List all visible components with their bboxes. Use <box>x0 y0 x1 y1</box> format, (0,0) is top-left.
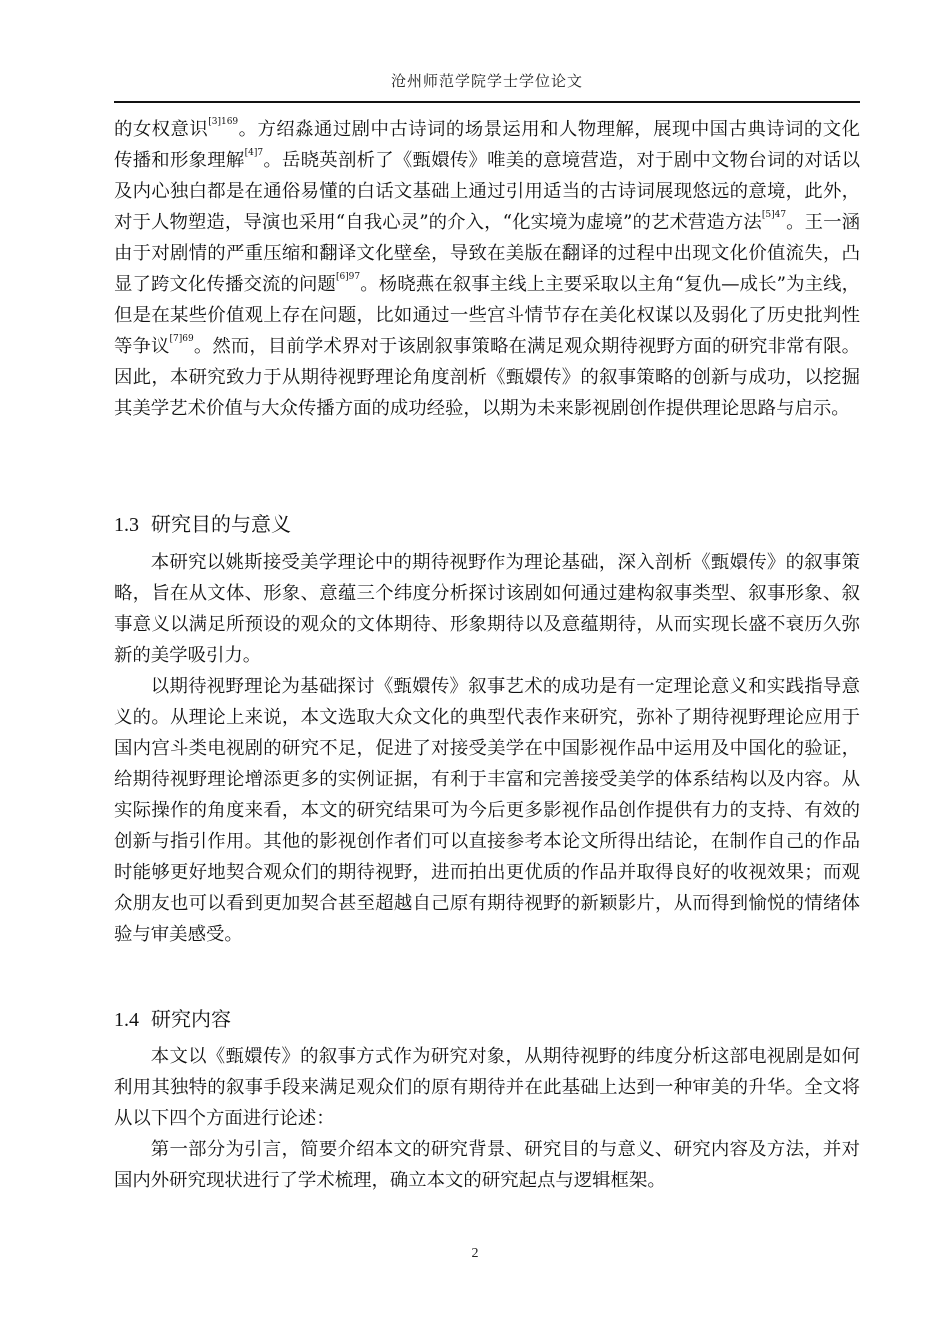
citation-ref: [3]169 <box>208 117 239 127</box>
section-title: 研究目的与意义 <box>151 514 291 536</box>
section-number: 1.3 <box>114 514 139 536</box>
text-run: 的女权意识 <box>114 119 209 140</box>
paragraph: 第一部分为引言，简要介绍本文的研究背景、研究目的与意义、研究内容及方法，并对国内外研究现状进行了学术梳理，确立本文的研究起点与逻辑框架。 <box>114 1139 860 1191</box>
paragraph: 本研究以姚斯接受美学理论中的期待视野作为理论基础，深入剖析《甄嬛传》的叙事策略，旨在从文体、形象、意蕴三个纬度分析探讨该剧如何通过建构叙事类型、叙事形象、叙事意义以满足所预设的观众的文体期待、形象期待以及意蕴期待，从而实现长盛不衰历久弥新的美学吸引力。 <box>114 552 860 666</box>
section-heading-1-3 <box>114 508 291 537</box>
section-1-3-body <box>114 547 860 950</box>
paragraph: 本文以《甄嬛传》的叙事方式作为研究对象，从期待视野的纬度分析这部电视剧是如何利用其独特的叙事手段来满足观众们的原有期待并在此基础上达到一种审美的升华。全文将从以下四个方面进行论述： <box>114 1046 860 1129</box>
header-rule <box>114 101 860 103</box>
citation-ref: [6]97 <box>335 272 361 282</box>
citation-ref: [7]69 <box>169 334 194 344</box>
citation-ref: [4]7 <box>244 148 264 158</box>
page-number: 2 <box>471 1246 479 1261</box>
running-header: 沧州师范学院学士学位论文 <box>390 72 583 90</box>
text-run: 。王一涵由于对剧情的严重压缩和翻译文化壁垒，导致在美版在翻译的过程中出现文化价值流失，凸显了跨文化传播交流的问题 <box>114 212 860 295</box>
citation-ref: [5]47 <box>761 210 787 220</box>
section-heading-1-4 <box>114 1003 231 1032</box>
text-run: 。方绍淼通过剧中古诗词的场景运用和人物理解，展现中国古典诗词的文化传播和形象理解 <box>114 119 860 171</box>
paragraph: 以期待视野理论为基础探讨《甄嬛传》叙事艺术的成功是有一定理论意义和实践指导意义的。从理论上来说，本文选取大众文化的典型代表作来研究，弥补了期待视野理论应用于国内宫斗类电视剧的研究不足，促进了对接受美学在中国影视作品中运用及中国化的验证，给期待视野理论增添更多的实例证据，有利于丰富和完善接受美学的体系结构以及内容。从实际操作的角度来看，本文的研究结果可为今后更多影视作品创作提供有力的支持、有效的创新与指引作用。其他的影视创作者们可以直接参考本论文所得出结论，在制作自己的作品时能够更好地契合观众们的期待视野，进而拍出更优质的作品并取得良好的收视效果；而观众朋友也可以看到更加契合甚至超越自己原有期待视野的新颖影片，从而得到愉悦的情绪体验与审美感受。 <box>114 676 860 945</box>
text-run: 。杨晓燕在叙事主线上主要采取以主角“复仇—成长”为主线，但是在某些价值观上存在问题，比如通过一些宫斗情节存在美化权谋以及弱化了历史批判性等争议 <box>114 274 860 357</box>
section-number: 1.4 <box>114 1009 139 1031</box>
section-title: 研究内容 <box>151 1009 231 1031</box>
section-1-4-body <box>114 1041 860 1196</box>
text-run: 。然而，目前学术界对于该剧叙事策略在满足观众期待视野方面的研究非常有限。因此，本研究致力于从期待视野理论角度剖析《甄嬛传》的叙事策略的创新与成功，以挖掘其美学艺术价值与大众传播方面的成功经验，以期为未来影视剧创作提供理论思路与启示。 <box>114 336 860 419</box>
text-run: 。岳晓英剖析了《甄嬛传》唯美的意境营造，对于剧中文物台词的对话以及内心独白都是在通俗易懂的白话文基础上通过引用适当的古诗词展现悠远的意境，此外，对于人物塑造，导演也采用“自我心灵”的介入，“化实境为虚境”的艺术营造方法 <box>114 150 860 233</box>
paragraph-literature-review <box>114 114 860 424</box>
